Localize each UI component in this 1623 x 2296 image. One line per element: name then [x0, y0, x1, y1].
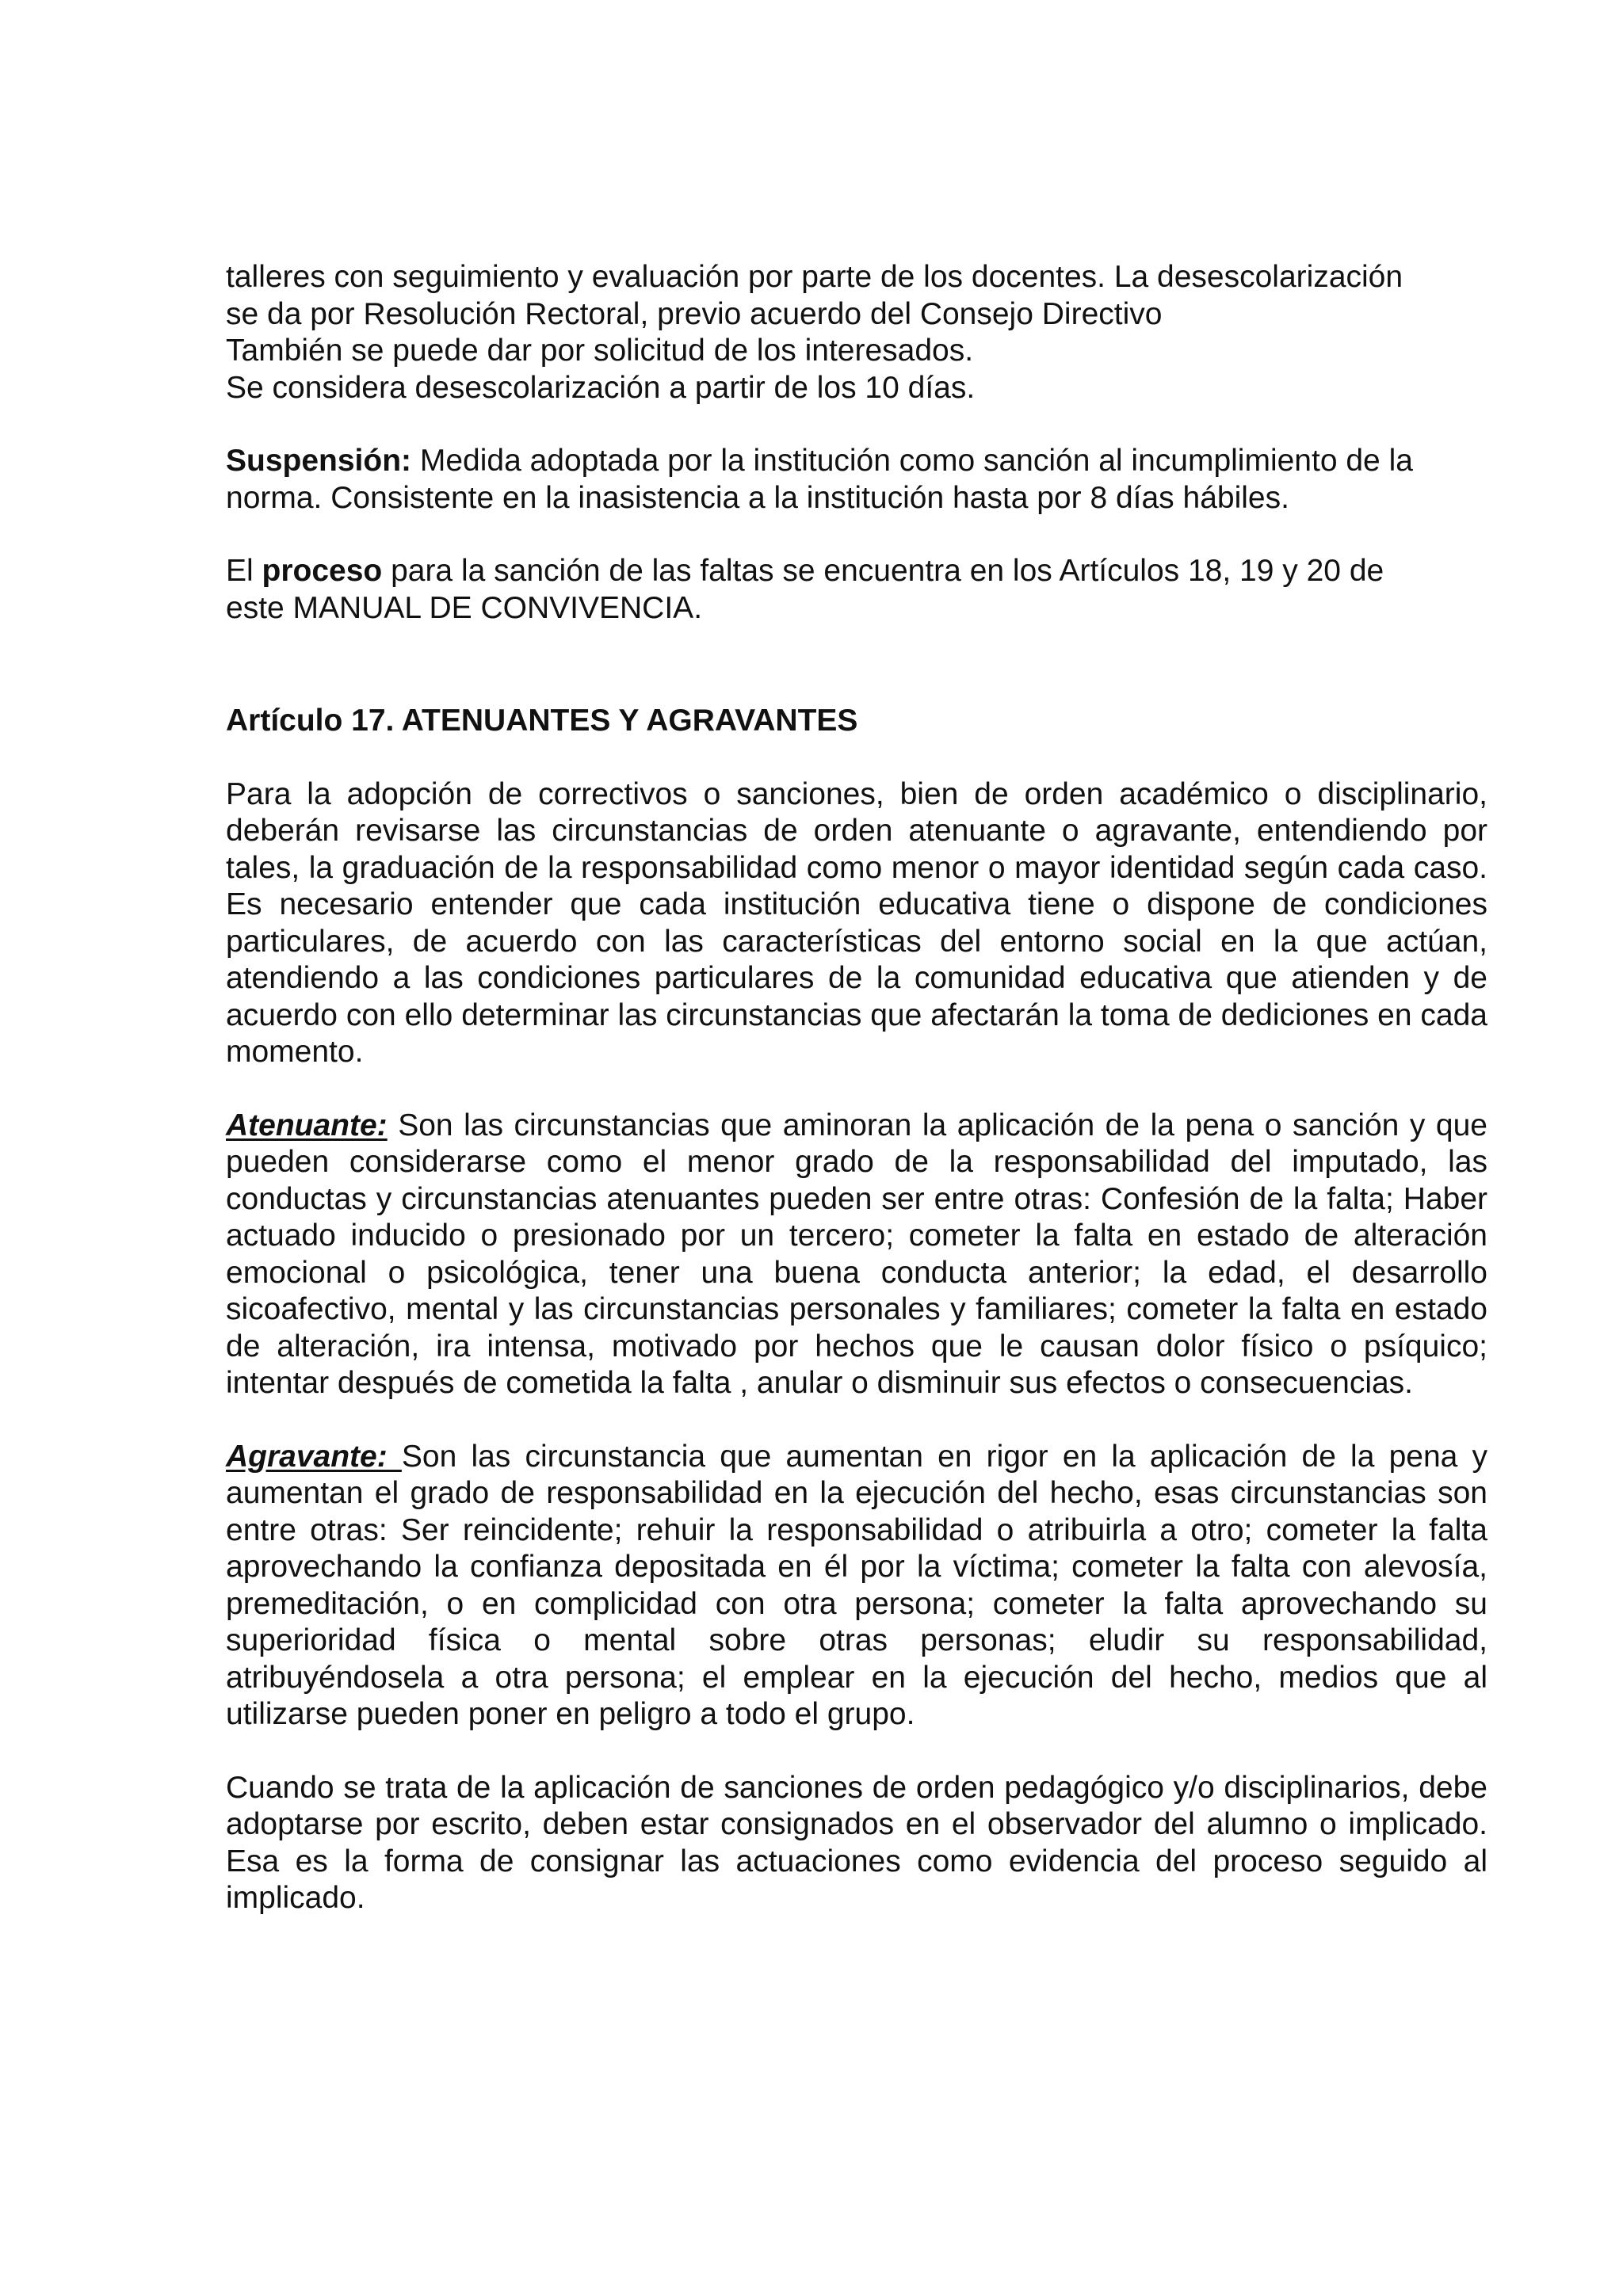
- proceso-prefix: El: [226, 554, 262, 588]
- suspension-term: Suspensión:: [226, 444, 412, 478]
- text-line: [226, 443, 1487, 480]
- atenuante-paragraph: [226, 1108, 1487, 1402]
- text-line: También se puede dar por solicitud de los interesados.: [226, 334, 974, 368]
- atenuante-term: Atenuante:: [226, 1108, 388, 1142]
- paragraph-gap: [226, 517, 1487, 553]
- text-line: talleres con seguimiento y evaluación por parte de los docentes. La desescolarización: [226, 260, 1403, 294]
- closing-paragraph: Cuando se trata de la aplicación de sanciones de orden pedagógico y/o disciplinarios, debe adoptarse por escrito, deben estar consignados en el observador del alumno o implicado. Esa es la forma de consignar las actuaciones como evidencia del proceso seguido al implicado.: [226, 1770, 1487, 1915]
- agravante-text: Son las circunstancia que aumentan en rigor en la aplicación de la pena y aumentan el grado de responsabilidad en la ejecución del hecho, esas circunstancias son entre otras: Ser reincidente; rehuir la responsabilidad o atribuirla a otro; cometer la falta aprovechando la confianza depositada en él por la víctima; cometer la falta con alevosía, premeditación, o en complicidad con otra persona; cometer la falta aprovechando su superioridad física o mental sobre otras personas; eludir su responsabilidad, atribuyéndosela a otra persona; el emplear en la ejecución del hecho, medios que al utilizarse pueden poner en peligro a todo el grupo.: [226, 1439, 1487, 1731]
- article-paragraph: Para la adopción de correctivos o sanciones, bien de orden académico o disciplinario, deberán revisarse las circunstancias de orden atenuante o agravante, entendiendo por tales, la graduación de la responsabilidad como menor o mayor identidad según cada caso. Es necesario entender que cada institución educativa tiene o dispone de condiciones particulares, de acuerdo con las características del entorno social en la que actúan, atendiendo a las condiciones particulares de la comunidad educativa que atienden y de acuerdo con ello determinar las circunstancias que afectarán la toma de dediciones en cada momento.: [226, 776, 1487, 1069]
- article-heading: Artículo 17. ATENUANTES Y AGRAVANTES: [226, 704, 858, 738]
- suspension-paragraph: [226, 443, 1487, 517]
- agravante-paragraph: [226, 1439, 1487, 1733]
- agravante-term: Agravante:: [226, 1439, 402, 1474]
- atenuante-text: Son las circunstancias que aminoran la aplicación de la pena o sanción y que pueden considerarse como el menor grado de la responsabilidad del imputado, las conductas y circunstancias atenuantes pueden ser entre otras: Confesión de la falta; Haber actuado inducido o presionado por un tercero; cometer la falta en estado de alteración emocional o psicológica, tener una buena conducta anterior; la edad, el desarrollo sicoafectivo, mental y las circunstancias personales y familiares; cometer la falta en estado de alteración, ira intensa, motivado por hechos que le causan dolor físico o psíquico; intentar después de cometida la falta , anular o disminuir sus efectos o consecuencias.: [226, 1108, 1487, 1400]
- paragraph-gap: [226, 406, 1487, 443]
- document-body: [226, 259, 1487, 1917]
- text-line: Se considera desescolarización a partir de los 10 días.: [226, 370, 976, 405]
- proceso-paragraph: [226, 553, 1487, 627]
- text-line: este MANUAL DE CONVIVENCIA.: [226, 590, 703, 625]
- text-line: norma. Consistente en la inasistencia a la institución hasta por 8 días hábiles.: [226, 480, 1289, 515]
- paragraph-gap: [226, 740, 1487, 776]
- proceso-term: proceso: [262, 554, 383, 588]
- proceso-text: para la sanción de las faltas se encuentra en los Artículos 18, 19 y 20 de: [382, 554, 1384, 588]
- suspension-text: Medida adoptada por la institución como sanción al incumplimiento de la: [411, 444, 1413, 478]
- intro-paragraph: [226, 259, 1487, 406]
- text-line: se da por Resolución Rectoral, previo acuerdo del Consejo Directivo: [226, 296, 1163, 331]
- text-line: [226, 553, 1487, 590]
- paragraph-gap: [226, 1733, 1487, 1770]
- paragraph-gap: [226, 1402, 1487, 1439]
- section-gap: [226, 627, 1487, 703]
- paragraph-gap: [226, 1071, 1487, 1108]
